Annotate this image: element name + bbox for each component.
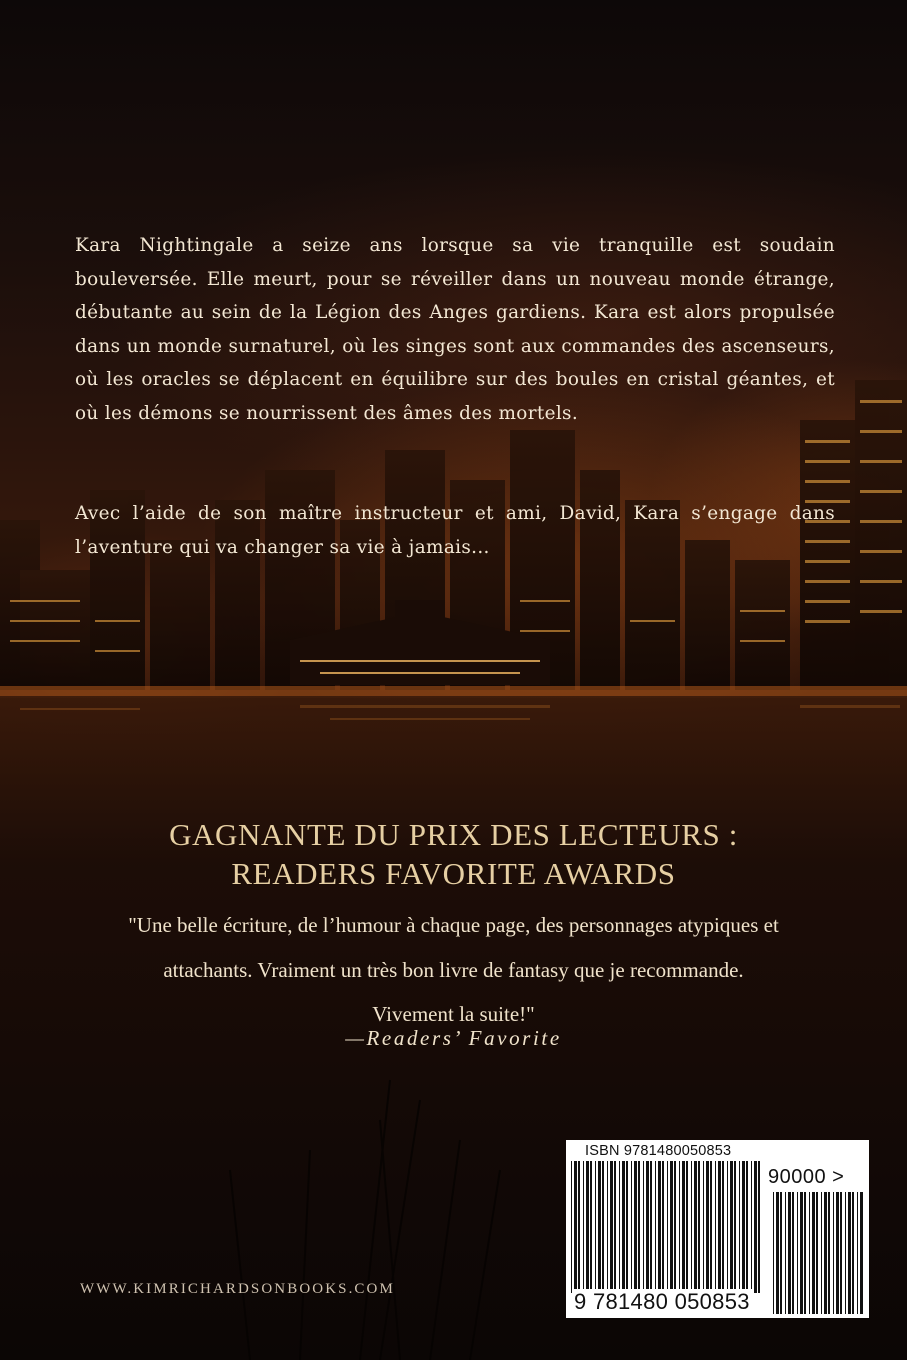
barcode-bar <box>595 1161 596 1293</box>
barcode-bar <box>571 1161 572 1293</box>
barcode-bar <box>821 1192 822 1314</box>
barcode-bar <box>619 1161 620 1293</box>
review-quote-line-2: attachants. Vraiment un très bon livre de fantasy que je recommande. <box>163 958 744 982</box>
isbn-label: ISBN 9781480050853 <box>585 1143 732 1159</box>
author-website: WWW.KIMRICHARDSONBOOKS.COM <box>80 1281 395 1297</box>
barcode-bar <box>848 1192 851 1314</box>
barcode-bar <box>703 1161 704 1293</box>
barcode-bar <box>816 1192 818 1314</box>
barcode-bar <box>586 1161 589 1293</box>
barcode-bar <box>836 1192 839 1314</box>
barcode-bar <box>634 1161 637 1293</box>
barcode-bar <box>682 1161 685 1293</box>
barcode-bar <box>658 1161 661 1293</box>
barcode-bars <box>569 1161 764 1293</box>
barcode-bar <box>845 1192 846 1314</box>
barcode-bar <box>754 1161 757 1293</box>
barcode-bar <box>746 1161 748 1293</box>
barcode-bar <box>751 1161 752 1293</box>
blurb-paragraph-1 <box>0 229 907 430</box>
barcode-bar <box>840 1192 842 1314</box>
barcode-bar <box>691 1161 692 1293</box>
barcode-bar <box>804 1192 806 1314</box>
barcode-bar <box>602 1161 604 1293</box>
barcode-bar <box>852 1192 854 1314</box>
barcode-bar <box>622 1161 625 1293</box>
barcode-bar <box>722 1161 724 1293</box>
barcode-bar <box>710 1161 712 1293</box>
barcode-bar <box>739 1161 740 1293</box>
barcode-bar <box>833 1192 834 1314</box>
award-heading-line-1: GAGNANTE DU PRIX DES LECTEURS : <box>169 817 738 852</box>
barcode-bar <box>662 1161 664 1293</box>
barcode-bar <box>638 1161 640 1293</box>
barcode-bar <box>730 1161 733 1293</box>
blurb-paragraph-2-text: Avec l’aide de son maître instructeur et ami, David, Kara s’engage dans l’aventure qui va changer sa vie à jamais... <box>75 503 835 558</box>
barcode-bar <box>694 1161 697 1293</box>
barcode-bar <box>646 1161 649 1293</box>
barcode-bar <box>698 1161 700 1293</box>
isbn-barcode <box>566 1140 869 1318</box>
barcode-bar <box>590 1161 592 1293</box>
price-code: 90000 > <box>768 1166 845 1188</box>
barcode-bar <box>857 1192 858 1314</box>
barcode-bar <box>706 1161 709 1293</box>
barcode-bar <box>727 1161 728 1293</box>
review-attribution: —Readers’ Favorite <box>345 1026 562 1050</box>
barcode-bar <box>860 1192 863 1314</box>
barcode-bar <box>578 1161 580 1293</box>
review-quote-line-3: Vivement la suite!" <box>372 1002 535 1026</box>
barcode-bar <box>598 1161 601 1293</box>
barcode-bar <box>667 1161 668 1293</box>
barcode-bar <box>812 1192 815 1314</box>
barcode-bar <box>655 1161 656 1293</box>
barcode-bar <box>758 1161 760 1293</box>
barcode-bar <box>686 1161 688 1293</box>
barcode-bar <box>800 1192 803 1314</box>
barcode-digits: 9 781480 050853 <box>574 1289 750 1314</box>
barcode-bar <box>679 1161 680 1293</box>
barcode-bar <box>773 1192 774 1314</box>
barcode-bar <box>626 1161 628 1293</box>
barcode-bar <box>583 1161 584 1293</box>
barcode-bar <box>643 1161 644 1293</box>
barcode-bar <box>674 1161 676 1293</box>
barcode-bar <box>785 1192 786 1314</box>
barcode-bar <box>809 1192 810 1314</box>
barcode-bar <box>780 1192 782 1314</box>
review-quote-line-1: "Une belle écriture, de l’humour à chaque page, des personnages atypiques et <box>128 913 779 937</box>
barcode-bar <box>670 1161 673 1293</box>
barcode-bar <box>718 1161 721 1293</box>
barcode-bar <box>631 1161 632 1293</box>
barcode-bar <box>828 1192 830 1314</box>
award-heading-line-2: READERS FAVORITE AWARDS <box>231 856 676 891</box>
barcode-bar <box>650 1161 652 1293</box>
barcode-bar <box>734 1161 736 1293</box>
barcode-bar <box>610 1161 613 1293</box>
barcode-bar <box>715 1161 716 1293</box>
barcode-bar <box>792 1192 794 1314</box>
barcode-bar <box>797 1192 798 1314</box>
barcode-bar <box>607 1161 608 1293</box>
barcode-bar <box>824 1192 827 1314</box>
barcode-bar <box>614 1161 616 1293</box>
barcode-bar <box>742 1161 745 1293</box>
blurb-paragraph-1-text: Kara Nightingale a seize ans lorsque sa vie tranquille est soudain bouleversée. Elle meurt, pour se réveiller dans un nouveau monde étrange, débutante au sein de la Légion des Anges gardiens. Kara est alors propulsée dans un monde surnaturel, où les singes sont aux commandes des ascenseurs, où les oracles se déplacent en équilibre sur des boules en cristal géantes, et où les démons se nourrissent des âmes des mortels. <box>75 235 835 424</box>
barcode-bar <box>788 1192 791 1314</box>
addon-barcode-bars <box>771 1192 863 1314</box>
barcode-bar <box>776 1192 779 1314</box>
blurb-paragraph-2 <box>0 497 907 564</box>
barcode-bar <box>574 1161 577 1293</box>
